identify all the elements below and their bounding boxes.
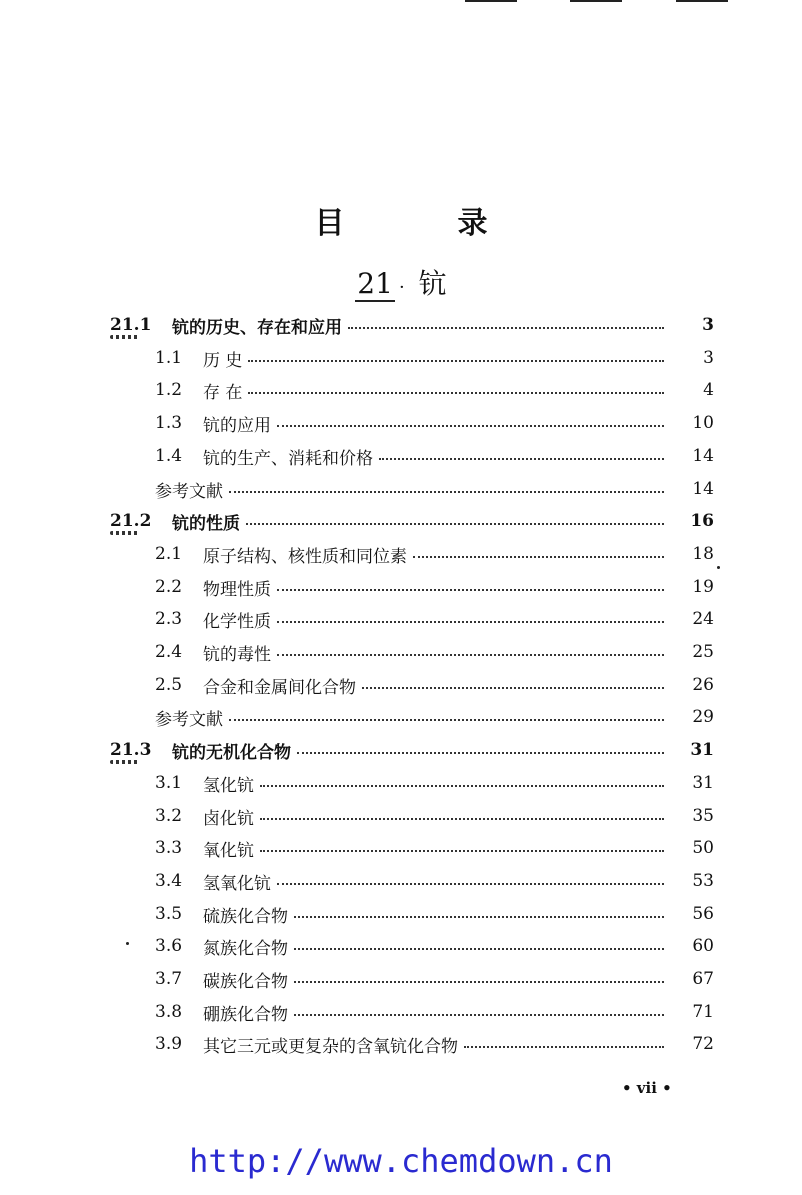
- toc-leader-dots: [277, 654, 664, 656]
- toc-leader-dots: [277, 621, 664, 623]
- toc-label: 钪的无机化合物: [172, 742, 291, 763]
- toc-page-number: 4: [703, 380, 714, 400]
- toc-leader-dots: [294, 916, 664, 918]
- toc-number: 21.1: [110, 315, 172, 335]
- toc-entry[interactable]: [155, 377, 714, 403]
- toc-number: 2.5: [155, 675, 183, 695]
- toc-entry[interactable]: [155, 574, 714, 600]
- toc-label: 硫族化合物: [203, 906, 288, 927]
- toc-label: 存 在: [203, 382, 243, 403]
- toc-leader-dots: [348, 327, 664, 329]
- toc-label: 卤化钪: [203, 808, 254, 829]
- toc-entry[interactable]: [155, 933, 714, 959]
- toc-page-number: 3: [702, 315, 714, 335]
- toc-number: 3.8: [155, 1002, 183, 1022]
- toc-label: 硼族化合物: [203, 1004, 288, 1025]
- toc-label: 参考文献: [155, 709, 223, 730]
- toc-leader-dots: [277, 589, 664, 591]
- toc-leader-dots: [260, 850, 664, 852]
- toc-number: 3.4: [155, 871, 183, 891]
- scan-speck: [126, 942, 129, 945]
- toc-label: 碳族化合物: [203, 971, 288, 992]
- toc-page-number: 60: [692, 936, 714, 956]
- toc-entry[interactable]: [155, 541, 714, 567]
- toc-leader-dots: [229, 491, 664, 493]
- toc-references[interactable]: [155, 476, 714, 502]
- toc-page-number: 72: [692, 1034, 714, 1054]
- toc-entry[interactable]: [155, 606, 714, 632]
- toc-leader-dots: [379, 458, 664, 460]
- toc-number: 3.3: [155, 838, 183, 858]
- toc-label: 钪的性质: [172, 513, 240, 534]
- chapter-name: 钪: [418, 267, 447, 300]
- toc-number: 21.3: [110, 740, 172, 760]
- toc-page-number: 3: [703, 348, 714, 368]
- toc-page-number: 67: [692, 969, 714, 989]
- watermark-url[interactable]: http://www.chemdown.cn: [189, 1142, 613, 1180]
- toc-number: 2.4: [155, 642, 183, 662]
- toc-entry[interactable]: [155, 639, 714, 665]
- toc-leader-dots: [294, 981, 664, 983]
- toc-leader-dots: [229, 719, 664, 721]
- toc-number: 1.1: [155, 348, 183, 368]
- toc-number: 3.6: [155, 936, 183, 956]
- toc-entry[interactable]: [155, 1031, 714, 1057]
- toc-page-number: 16: [690, 511, 714, 531]
- toc-page-number: 25: [692, 642, 714, 662]
- toc-page-number: 14: [692, 446, 714, 466]
- toc-entry[interactable]: [155, 901, 714, 927]
- toc-page-number: 35: [692, 806, 714, 826]
- toc-page-number: 31: [692, 773, 714, 793]
- toc-leader-dots: [260, 785, 664, 787]
- toc-number: 2.3: [155, 609, 183, 629]
- toc-number: 3.2: [155, 806, 183, 826]
- toc-entry[interactable]: [155, 672, 714, 698]
- toc-label: 钪的毒性: [203, 644, 271, 665]
- toc-references[interactable]: [155, 704, 714, 730]
- toc-number: 3.9: [155, 1034, 183, 1054]
- toc-leader-dots: [362, 687, 664, 689]
- toc-leader-dots: [413, 556, 664, 558]
- toc-leader-dots: [246, 523, 664, 525]
- toc-leader-dots: [248, 360, 664, 362]
- toc-number: 3.5: [155, 904, 183, 924]
- toc-label: 钪的生产、消耗和价格: [203, 448, 373, 469]
- toc-leader-dots: [464, 1046, 664, 1048]
- toc-page-number: 19: [692, 577, 714, 597]
- toc-page-number: 56: [692, 904, 714, 924]
- toc-section[interactable]: [110, 312, 714, 338]
- toc-entry[interactable]: [155, 868, 714, 894]
- toc-entry[interactable]: [155, 835, 714, 861]
- toc-label: 氢氧化钪: [203, 873, 271, 894]
- toc-number: 1.4: [155, 446, 183, 466]
- footer-page-number: • vii •: [622, 1079, 672, 1097]
- toc-leader-dots: [260, 818, 664, 820]
- toc-number: 1.2: [155, 380, 183, 400]
- chapter-number: 21: [357, 267, 393, 300]
- toc-label: 参考文献: [155, 481, 223, 502]
- toc-section[interactable]: [110, 737, 714, 763]
- toc-entry[interactable]: [155, 410, 714, 436]
- toc-label: 氧化钪: [203, 840, 254, 861]
- toc-entry[interactable]: [155, 999, 714, 1025]
- toc-leader-dots: [248, 392, 664, 394]
- toc-leader-dots: [277, 425, 664, 427]
- toc-page-number: 50: [692, 838, 714, 858]
- title-char-1: 目: [314, 206, 345, 241]
- toc-entry[interactable]: [155, 345, 714, 371]
- toc-page-number: 18: [692, 544, 714, 564]
- toc-page-number: 10: [692, 413, 714, 433]
- toc-entry[interactable]: [155, 803, 714, 829]
- toc-page-number: 24: [692, 609, 714, 629]
- toc-number: 3.7: [155, 969, 183, 989]
- toc-leader-dots: [297, 752, 664, 754]
- toc-leader-dots: [277, 883, 664, 885]
- toc-page-number: 29: [692, 707, 714, 727]
- toc-label: 历 史: [203, 350, 243, 371]
- toc-section[interactable]: [110, 508, 714, 534]
- toc-label: 合金和金属间化合物: [203, 677, 356, 698]
- toc-label: 化学性质: [203, 611, 271, 632]
- chapter-mark: ·: [398, 277, 405, 298]
- toc-number: 3.1: [155, 773, 183, 793]
- toc-entry[interactable]: [155, 966, 714, 992]
- toc-entry[interactable]: [155, 770, 714, 796]
- toc-number: 2.2: [155, 577, 183, 597]
- toc-label: 氢化钪: [203, 775, 254, 796]
- scan-speck: [717, 566, 720, 569]
- toc-leader-dots: [294, 1014, 664, 1016]
- toc-page-number: 71: [692, 1002, 714, 1022]
- toc-number: 1.3: [155, 413, 183, 433]
- toc-label: 钪的历史、存在和应用: [172, 317, 342, 338]
- toc-label: 原子结构、核性质和同位素: [203, 546, 407, 567]
- toc-page-number: 14: [692, 479, 714, 499]
- toc-page-number: 53: [692, 871, 714, 891]
- toc-number: 21.2: [110, 511, 172, 531]
- toc-label: 氮族化合物: [203, 938, 288, 959]
- toc-label: 钪的应用: [203, 415, 271, 436]
- toc-page-number: 26: [692, 675, 714, 695]
- toc-leader-dots: [294, 948, 664, 950]
- toc-number: 2.1: [155, 544, 183, 564]
- toc-entry[interactable]: [155, 443, 714, 469]
- title-char-2: 录: [457, 206, 488, 241]
- toc-label: 其它三元或更复杂的含氧钪化合物: [203, 1036, 458, 1057]
- toc-label: 物理性质: [203, 579, 271, 600]
- toc-page-number: 31: [690, 740, 714, 760]
